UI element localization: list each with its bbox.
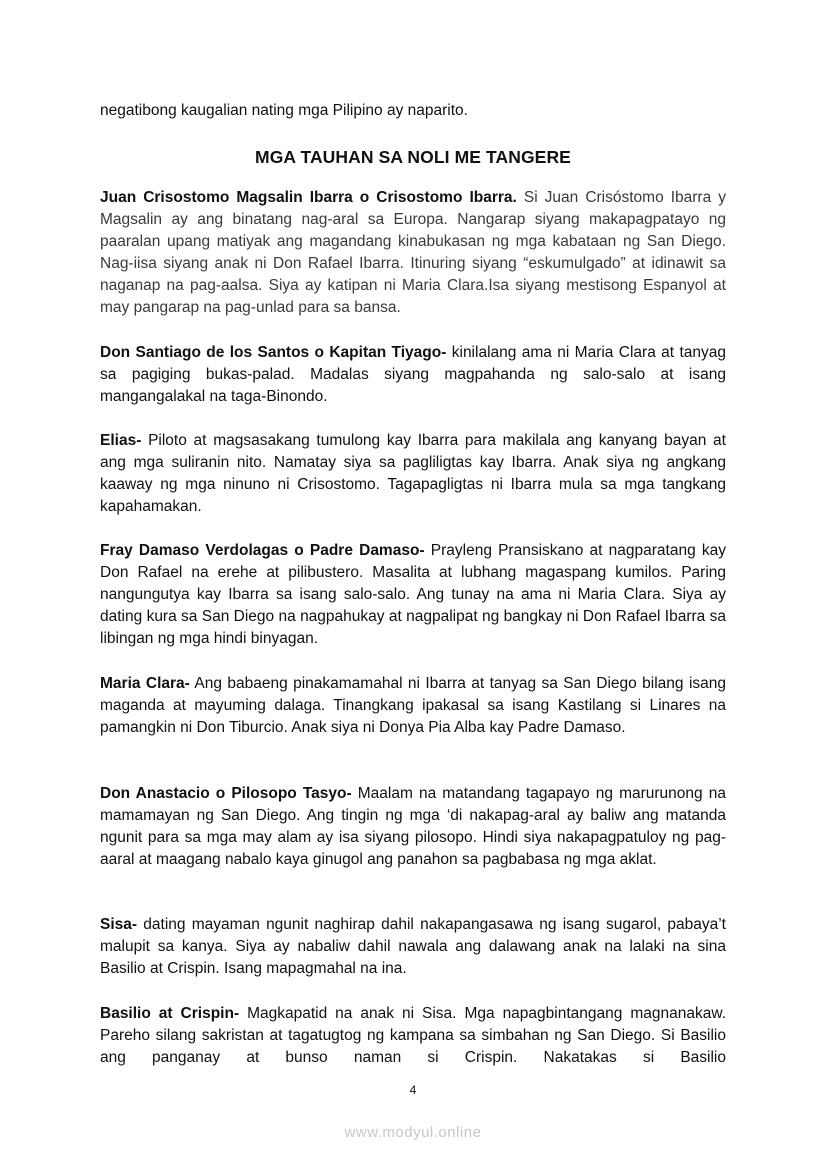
character-description: Prayleng Pransiskano at nagparatang kay Don Rafael na erehe at pilibustero. Masalita at lubhang magaspang kumilos. Paring nangungutya kay Ibarra sa isang salo-salo. Ang tunay na ama ni Maria Clara. Siya ay dating kura sa San Diego na nagpahukay at nagpalipat ng bangkay ni Don Rafael Ibarra sa libingan ng mga hindi binyagan. <box>100 542 726 647</box>
character-name: Maria Clara- <box>100 675 190 692</box>
character-description: Magkapatid na anak ni Sisa. Mga napagbintangang magnanakaw. Pareho silang sakristan at tagatugtog ng kampana sa simbahan ng San Diego. Si Basilio ang panganay at bunso naman si Crispin. Nakatakas si Basilio <box>100 1005 726 1066</box>
character-name: Don Santiago de los Santos o Kapitan Tiyago- <box>100 344 447 361</box>
character-description: kinilalang ama ni Maria Clara at tanyag sa pagiging bukas-palad. Madalas siyang magpahanda ng salo-salo at isang mangangalakal na taga-Binondo. <box>100 344 726 405</box>
character-entry-maria-clara <box>100 673 726 739</box>
character-entry-kapitan-tiyago <box>100 342 726 408</box>
character-description: Si Juan Crisóstomo Ibarra y Magsalin ay ang binatang nag-aral sa Europa. Nangarap siyang makapagpatayo ng paaralan upang matiyak ang magandang kinabukasan ng mga kabataan ng San Diego. Nag-iisa siyang anak ni Don Rafael Ibarra. Itinuring siyang “eskumulgado” at idinawit sa naganap na pag-aalsa. Siya ay katipan ni Maria Clara.Isa siyang mestisong Espanyol at may pangarap na pag-unlad para sa bansa. <box>100 189 726 316</box>
page-number: 4 <box>409 1083 417 1097</box>
character-description: Ang babaeng pinakamamahal ni Ibarra at tanyag sa San Diego bilang isang maganda at mayuming dalaga. Tinangkang ipakasal sa isang Kastilang si Linares na pamangkin ni Don Tiburcio. Anak siya ni Donya Pia Alba kay Padre Damaso. <box>100 675 726 736</box>
character-description: Maalam na matandang tagapayo ng marurunong na mamamayan ng San Diego. Ang tingin ng mga ‘di nakapag-aral ay baliw ang matanda ngunit para sa mga may alam ay isa siyang pilosopo. Hindi siya nakapagpatuloy ng pag-aaral at maagang nabalo kaya ginugol ang panahon sa pagbabasa ng mga aklat. <box>100 785 726 868</box>
character-name: Fray Damaso Verdolagas o Padre Damaso- <box>100 542 425 559</box>
lead-paragraph: negatibong kaugalian nating mga Pilipino ay naparito. <box>100 102 468 119</box>
character-entry-padre-damaso <box>100 540 726 650</box>
character-name: Sisa- <box>100 916 138 933</box>
character-description: Piloto at magsasakang tumulong kay Ibarra para makilala ang kanyang bayan at ang mga suliranin nito. Namatay siya sa pagliligtas kay Ibarra. Anak siya ng angkang kaaway ng mga ninuno ni Crisostomo. Tagapagligtas ni Ibarra mula sa mga tangkang kapahamakan. <box>100 432 726 515</box>
character-name: Juan Crisostomo Magsalin Ibarra o Crisostomo Ibarra. <box>100 189 517 206</box>
character-name: Don Anastacio o Pilosopo Tasyo- <box>100 785 352 802</box>
character-entry-basilio-crispin <box>100 1003 726 1069</box>
character-name: Basilio at Crispin- <box>100 1005 240 1022</box>
character-entry-sisa <box>100 914 726 980</box>
character-entry-pilosopo-tasyo <box>100 783 726 871</box>
character-name: Elias- <box>100 432 142 449</box>
character-entry-elias <box>100 430 726 518</box>
character-description: dating mayaman ngunit naghirap dahil nakapangasawa ng isang sugarol, pabaya’t malupit sa kanya. Siya ay nabaliw dahil nawala ang dalawang anak na lalaki na sina Basilio at Crispin. Isang mapagmahal na ina. <box>100 916 726 977</box>
character-entry-ibarra <box>100 187 726 319</box>
watermark: www.modyul.online <box>344 1124 482 1141</box>
section-title: MGA TAUHAN SA NOLI ME TANGERE <box>255 147 571 167</box>
